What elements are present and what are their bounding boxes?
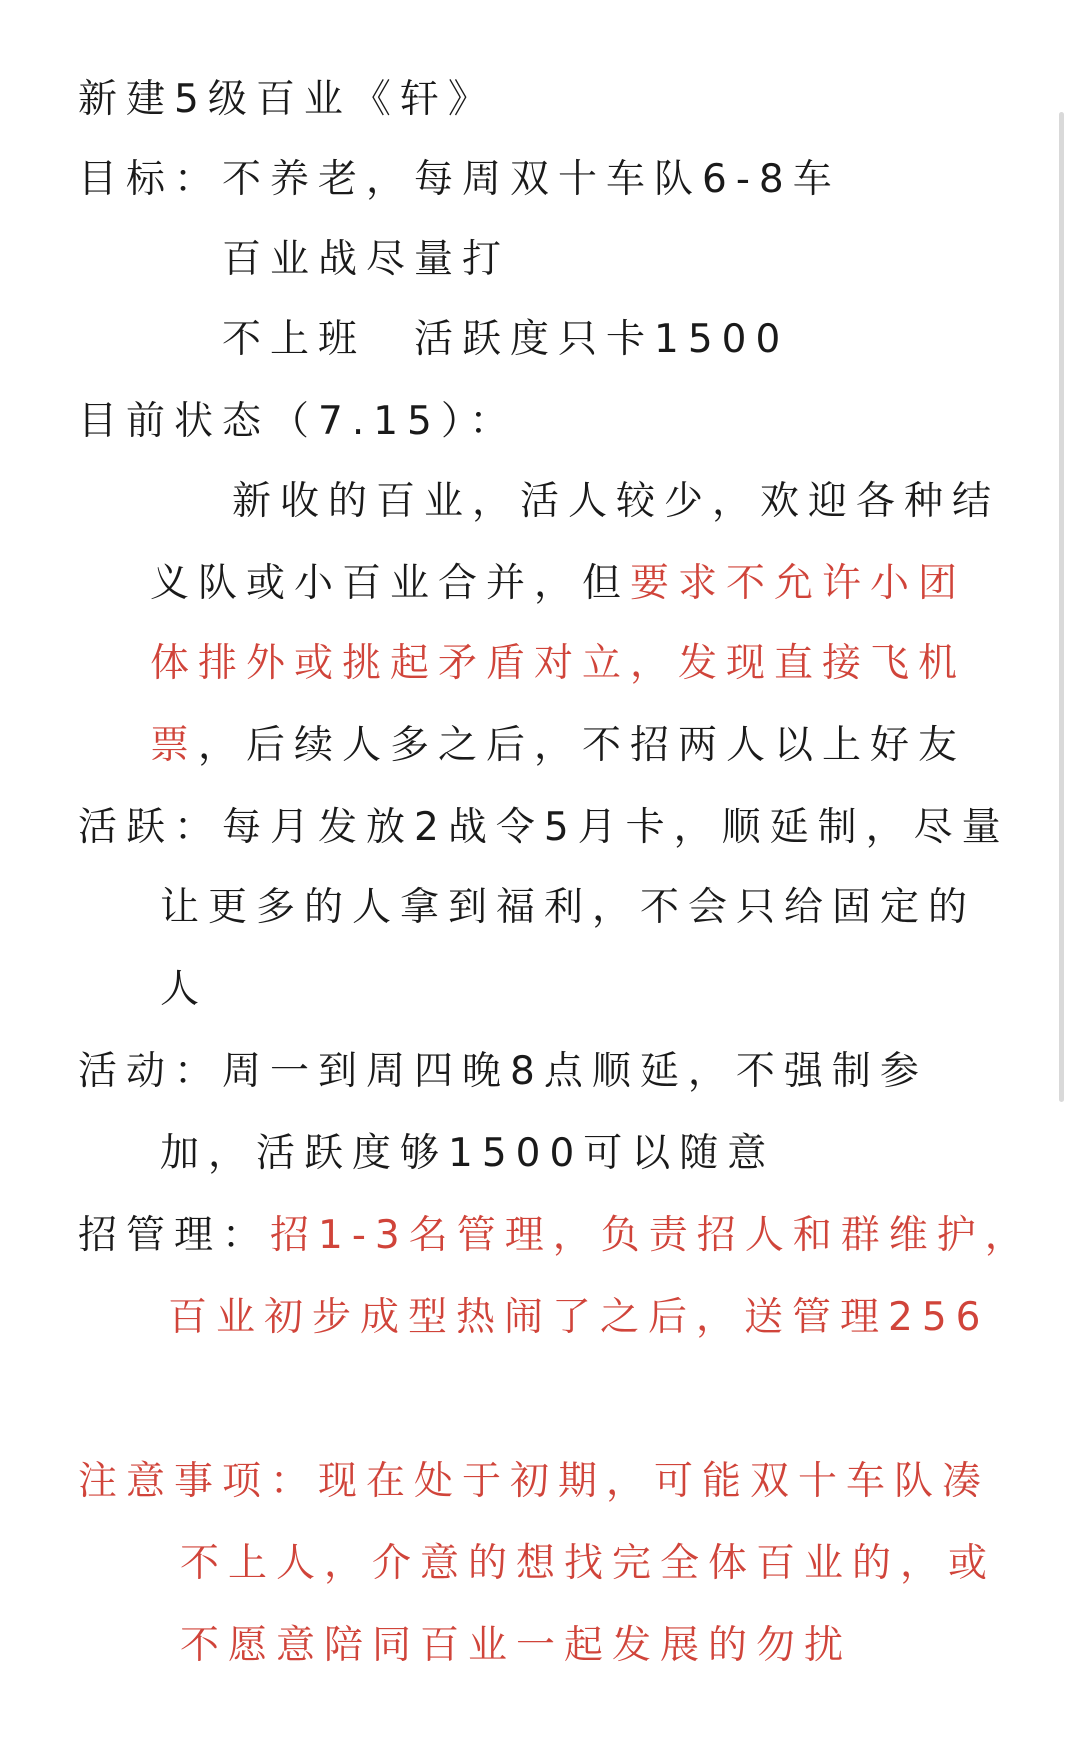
status-line-2-text: 义队或小百业合并，但 — [150, 561, 631, 606]
status-line-3: 体排外或挑起矛盾对立，发现直接飞机 — [150, 641, 967, 686]
notice-line-1: 注意事项：现在处于初期，可能双十车队凑 — [78, 1459, 991, 1504]
goal-line-3: 不上班 活跃度只卡1500 — [222, 317, 790, 362]
active-line-1: 活跃：每月发放2战令5月卡，顺延制，尽量 — [78, 805, 1010, 850]
admin-line-2: 百业初步成型热闹了之后，送管理256 — [168, 1295, 990, 1340]
admin-line-1 — [78, 1208, 1033, 1264]
vertical-scrollbar[interactable] — [1059, 112, 1064, 1102]
activity-line-1: 活动：周一到周四晚8点顺延，不强制参 — [78, 1049, 928, 1094]
status-line-2 — [150, 556, 966, 612]
status-line-4-text: ，后续人多之后，不招两人以上好友 — [198, 723, 967, 768]
admin-highlight: 招1-3名管理，负责招人和群维护， — [270, 1213, 1033, 1258]
admin-label: 招管理： — [78, 1213, 271, 1258]
goal-line-1: 目标：不养老，每周双十车队6-8车 — [78, 157, 841, 202]
status-label: 目前状态（7.15）： — [78, 399, 518, 444]
active-line-2: 让更多的人拿到福利，不会只给固定的 — [160, 885, 977, 930]
status-line-4-highlight: 票 — [150, 723, 199, 768]
status-line-4 — [150, 718, 966, 774]
status-line-1: 新收的百业，活人较少，欢迎各种结 — [232, 479, 1001, 524]
note-title: 新建5级百业《轩》 — [78, 77, 496, 122]
notice-line-3: 不愿意陪同百业一起发展的勿扰 — [180, 1623, 853, 1668]
goal-line-2: 百业战尽量打 — [222, 237, 511, 282]
notice-line-2: 不上人，介意的想找完全体百业的，或 — [180, 1541, 997, 1586]
active-line-3: 人 — [160, 967, 209, 1012]
status-line-2-highlight: 要求不允许小团 — [630, 561, 967, 606]
activity-line-2: 加，活跃度够1500可以随意 — [160, 1131, 776, 1176]
